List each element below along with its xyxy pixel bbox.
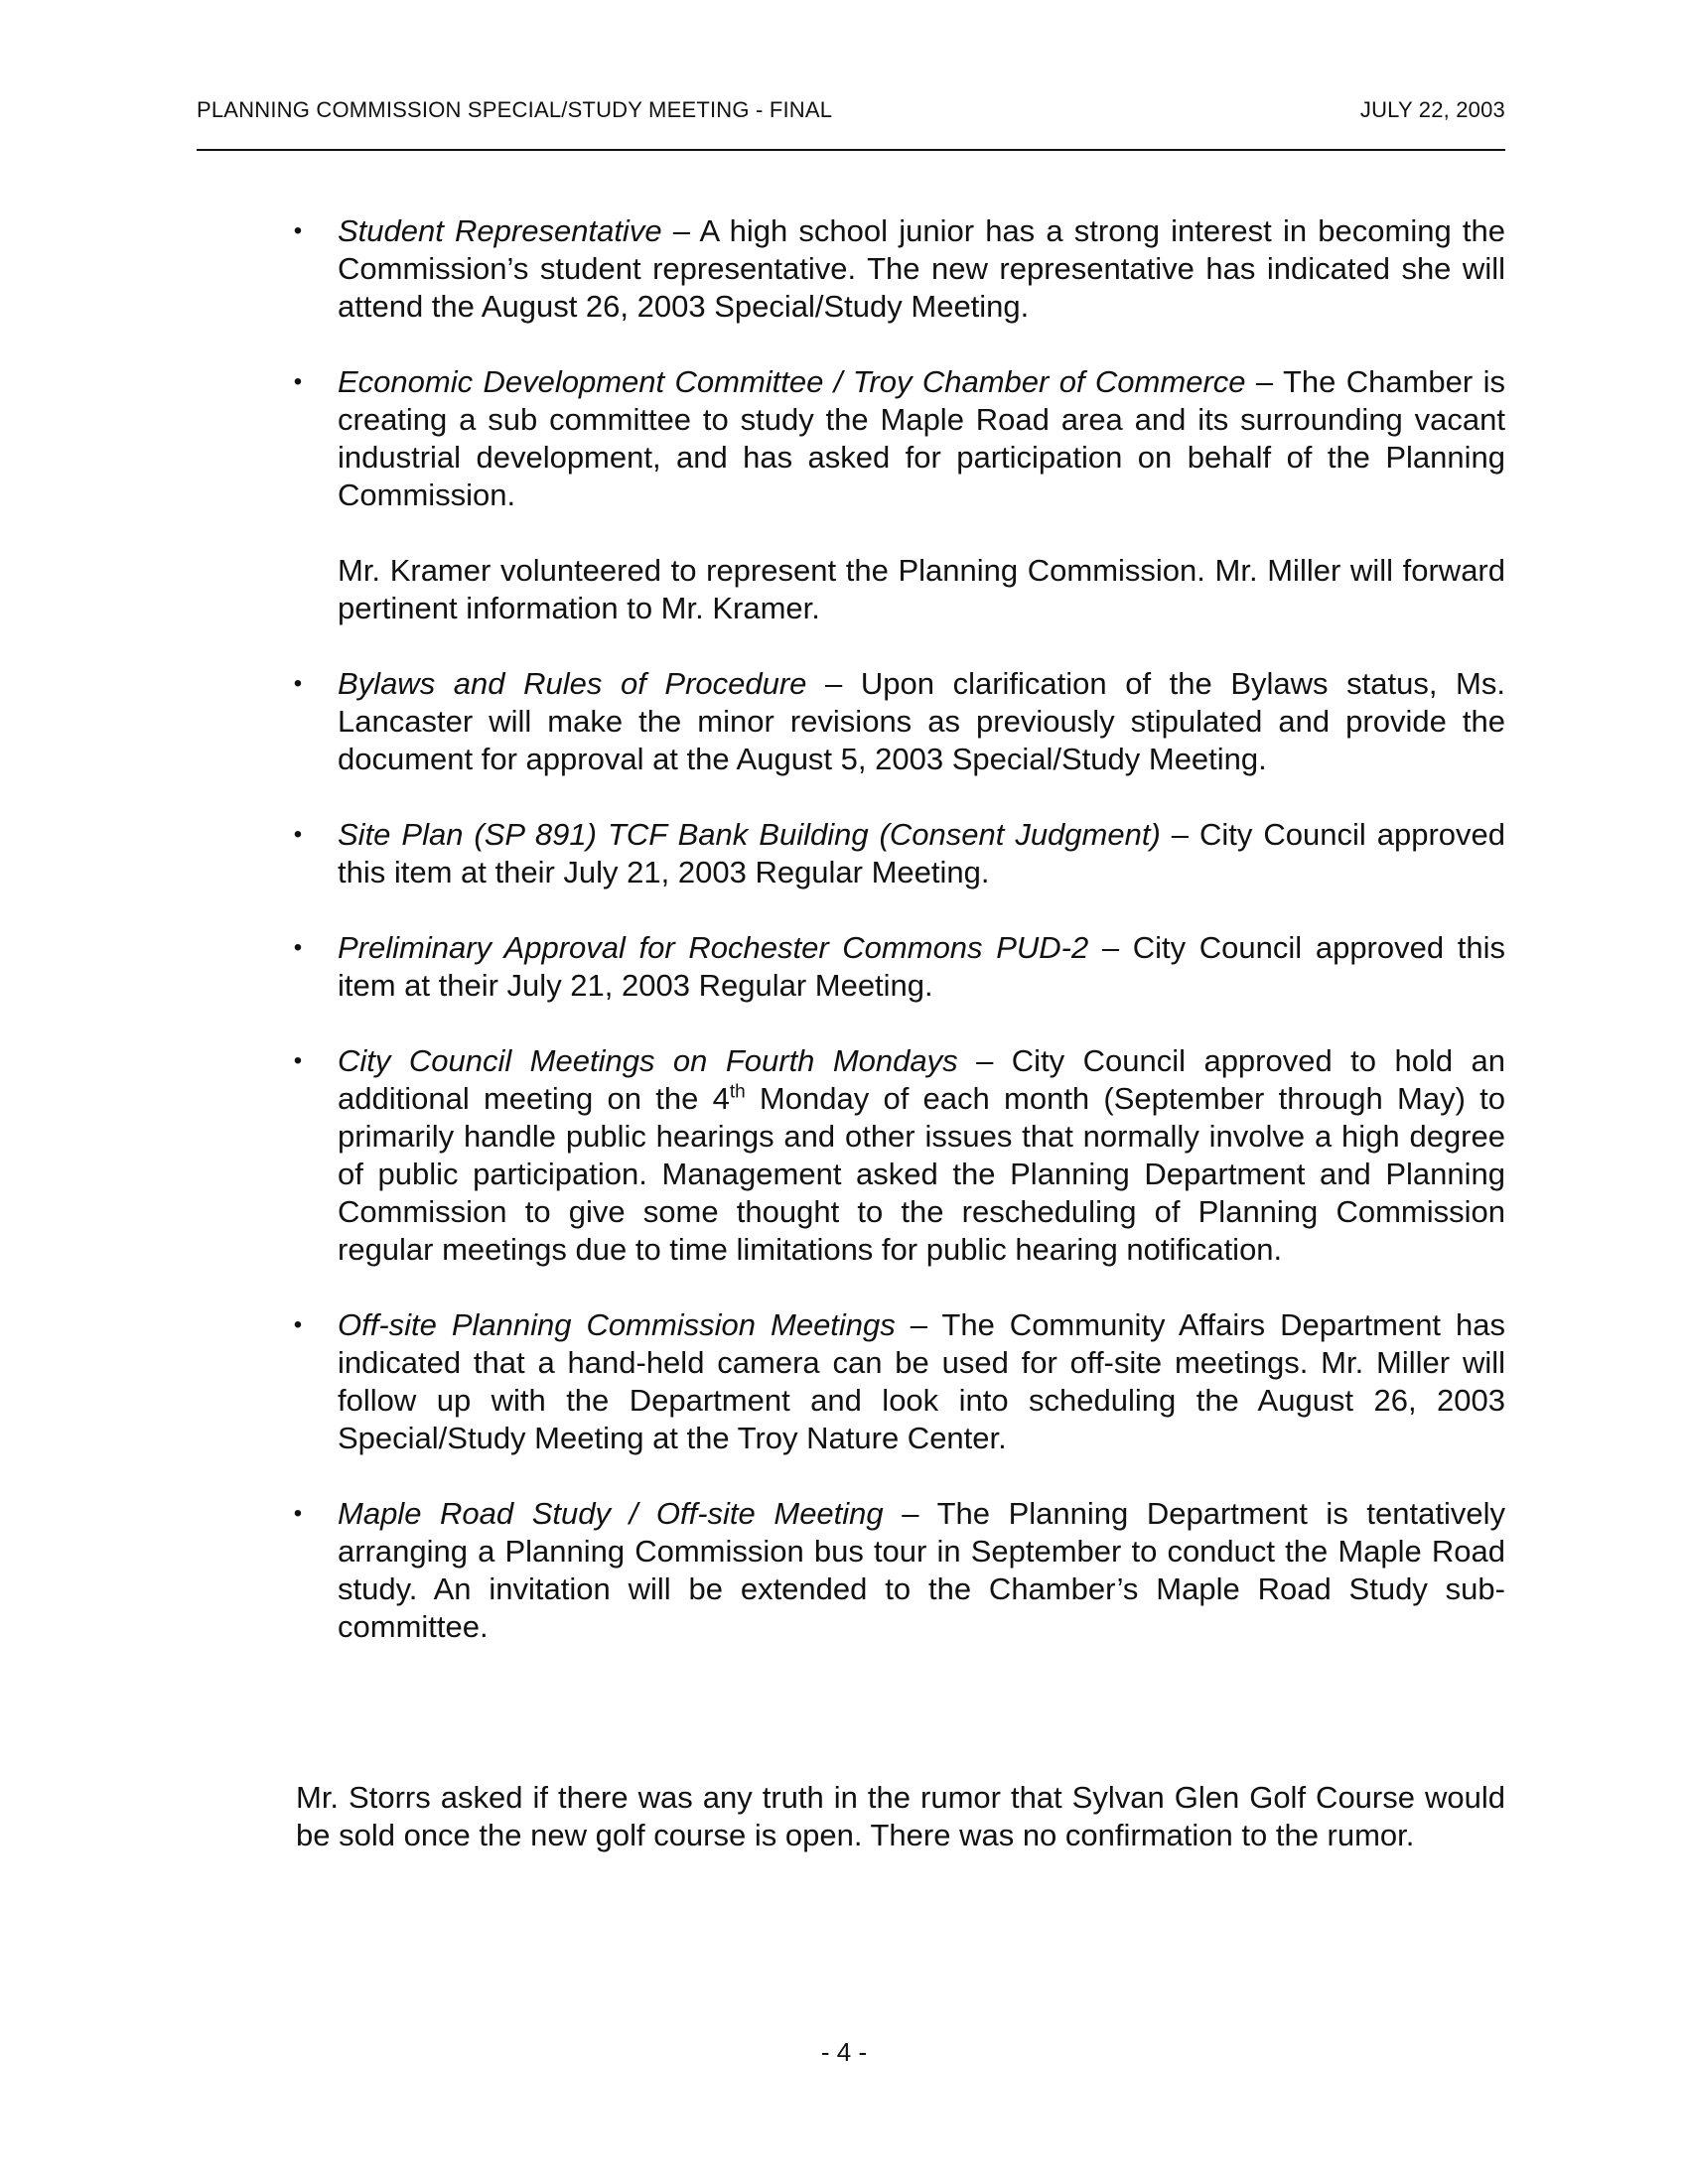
item-paragraph (338, 212, 1505, 326)
page-number: - 4 - (820, 2037, 868, 2067)
list-item-economic-development (293, 363, 1505, 627)
item-paragraph (338, 1495, 1505, 1646)
bullet-icon: • (293, 217, 303, 244)
item-topic: Economic Development Committee / Troy Chamber of Commerce (338, 364, 1246, 399)
item-paragraph (338, 665, 1505, 778)
item-text: – City Council approved this item at their July 21, 2003 Regular Meeting. (338, 817, 1505, 889)
bullet-icon: • (293, 821, 303, 848)
item-text-continued: Monday of each month (September through May) to primarily handle public hearings and other issues that normally involve a high degree of public participation. Management asked the Planning Department and Planning Commission to give some thought to the rescheduling of Planning Commission regular meetings due to time limitations for public hearing notification. (338, 1081, 1505, 1267)
item-paragraph (338, 816, 1505, 891)
bullet-icon: • (293, 1311, 303, 1338)
item-topic: Site Plan (SP 891) TCF Bank Building (Consent Judgment) (338, 817, 1161, 852)
item-text: – City Council approved this item at their July 21, 2003 Regular Meeting. (338, 930, 1505, 1003)
header-date: JULY 22, 2003 (1359, 97, 1505, 122)
item-paragraph (338, 1306, 1505, 1457)
header-title: PLANNING COMMISSION SPECIAL/STUDY MEETING - FINAL (197, 97, 833, 122)
item-paragraph (338, 1042, 1505, 1269)
bullet-icon: • (293, 368, 303, 395)
list-item-site-plan (293, 816, 1505, 891)
list-item-student-representative (293, 212, 1505, 326)
item-topic: Preliminary Approval for Rochester Commons PUD-2 (338, 930, 1089, 965)
list-item-offsite-meetings (293, 1306, 1506, 1457)
page-header (197, 97, 1505, 123)
item-text: – A high school junior has a strong interest in becoming the Commission’s student representative. The new representative has indicated she will attend the August 26, 2003 Special/Study Meeting. (338, 213, 1505, 324)
item-topic: City Council Meetings on Fourth Mondays (338, 1043, 958, 1078)
bullet-icon: • (293, 1500, 303, 1527)
item-topic: Maple Road Study / Off-site Meeting (338, 1496, 884, 1531)
bullet-icon: • (293, 934, 303, 961)
bullet-icon: • (293, 1047, 303, 1074)
item-paragraph (338, 929, 1505, 1005)
closing-paragraph: Mr. Storrs asked if there was any truth in the rumor that Sylvan Glen Golf Course would be sold once the new golf course is open. There was no confirmation to the rumor. (296, 1780, 1505, 1852)
item-text: – The Community Affairs Department has indicated that a hand-held camera can be used for off-site meetings. Mr. Miller will follow up with the Department and look into scheduling the August 26, 2003 Special/Study Meeting at the Troy Nature Center. (338, 1307, 1506, 1455)
agenda-list (293, 212, 1506, 1684)
list-item-maple-road-study (293, 1495, 1506, 1646)
item-topic: Bylaws and Rules of Procedure (338, 666, 807, 701)
ordinal-suffix: th (729, 1081, 746, 1103)
header-divider (197, 149, 1505, 151)
bullet-icon: • (293, 670, 303, 697)
item-text: – The Chamber is creating a sub committee to study the Maple Road area and its surrounding vacant industrial development, and has asked for participation on behalf of the Planning Commission. (338, 364, 1505, 512)
item-text: – The Planning Department is tentatively arranging a Planning Commission bus tour in September to conduct the Maple Road study. An invitation will be extended to the Chamber’s Maple Road Study sub-committee. (338, 1496, 1506, 1644)
item-followup-paragraph: Mr. Kramer volunteered to represent the Planning Commission. Mr. Miller will forward pertinent information to Mr. Kramer. (338, 553, 1505, 625)
item-topic: Student Representative (338, 213, 662, 248)
item-topic: Off-site Planning Commission Meetings (338, 1307, 896, 1342)
list-item-fourth-mondays (293, 1042, 1506, 1269)
item-text: – Upon clarification of the Bylaws status, Ms. Lancaster will make the minor revisions as previously stipulated and provide the document for approval at the August 5, 2003 Special/Study Meeting. (338, 666, 1505, 776)
item-paragraph (338, 363, 1505, 514)
item-text: – City Council approved to hold an additional meeting on the 4 (338, 1043, 1506, 1116)
list-item-preliminary-approval (293, 929, 1505, 1005)
list-item-bylaws (293, 665, 1505, 778)
